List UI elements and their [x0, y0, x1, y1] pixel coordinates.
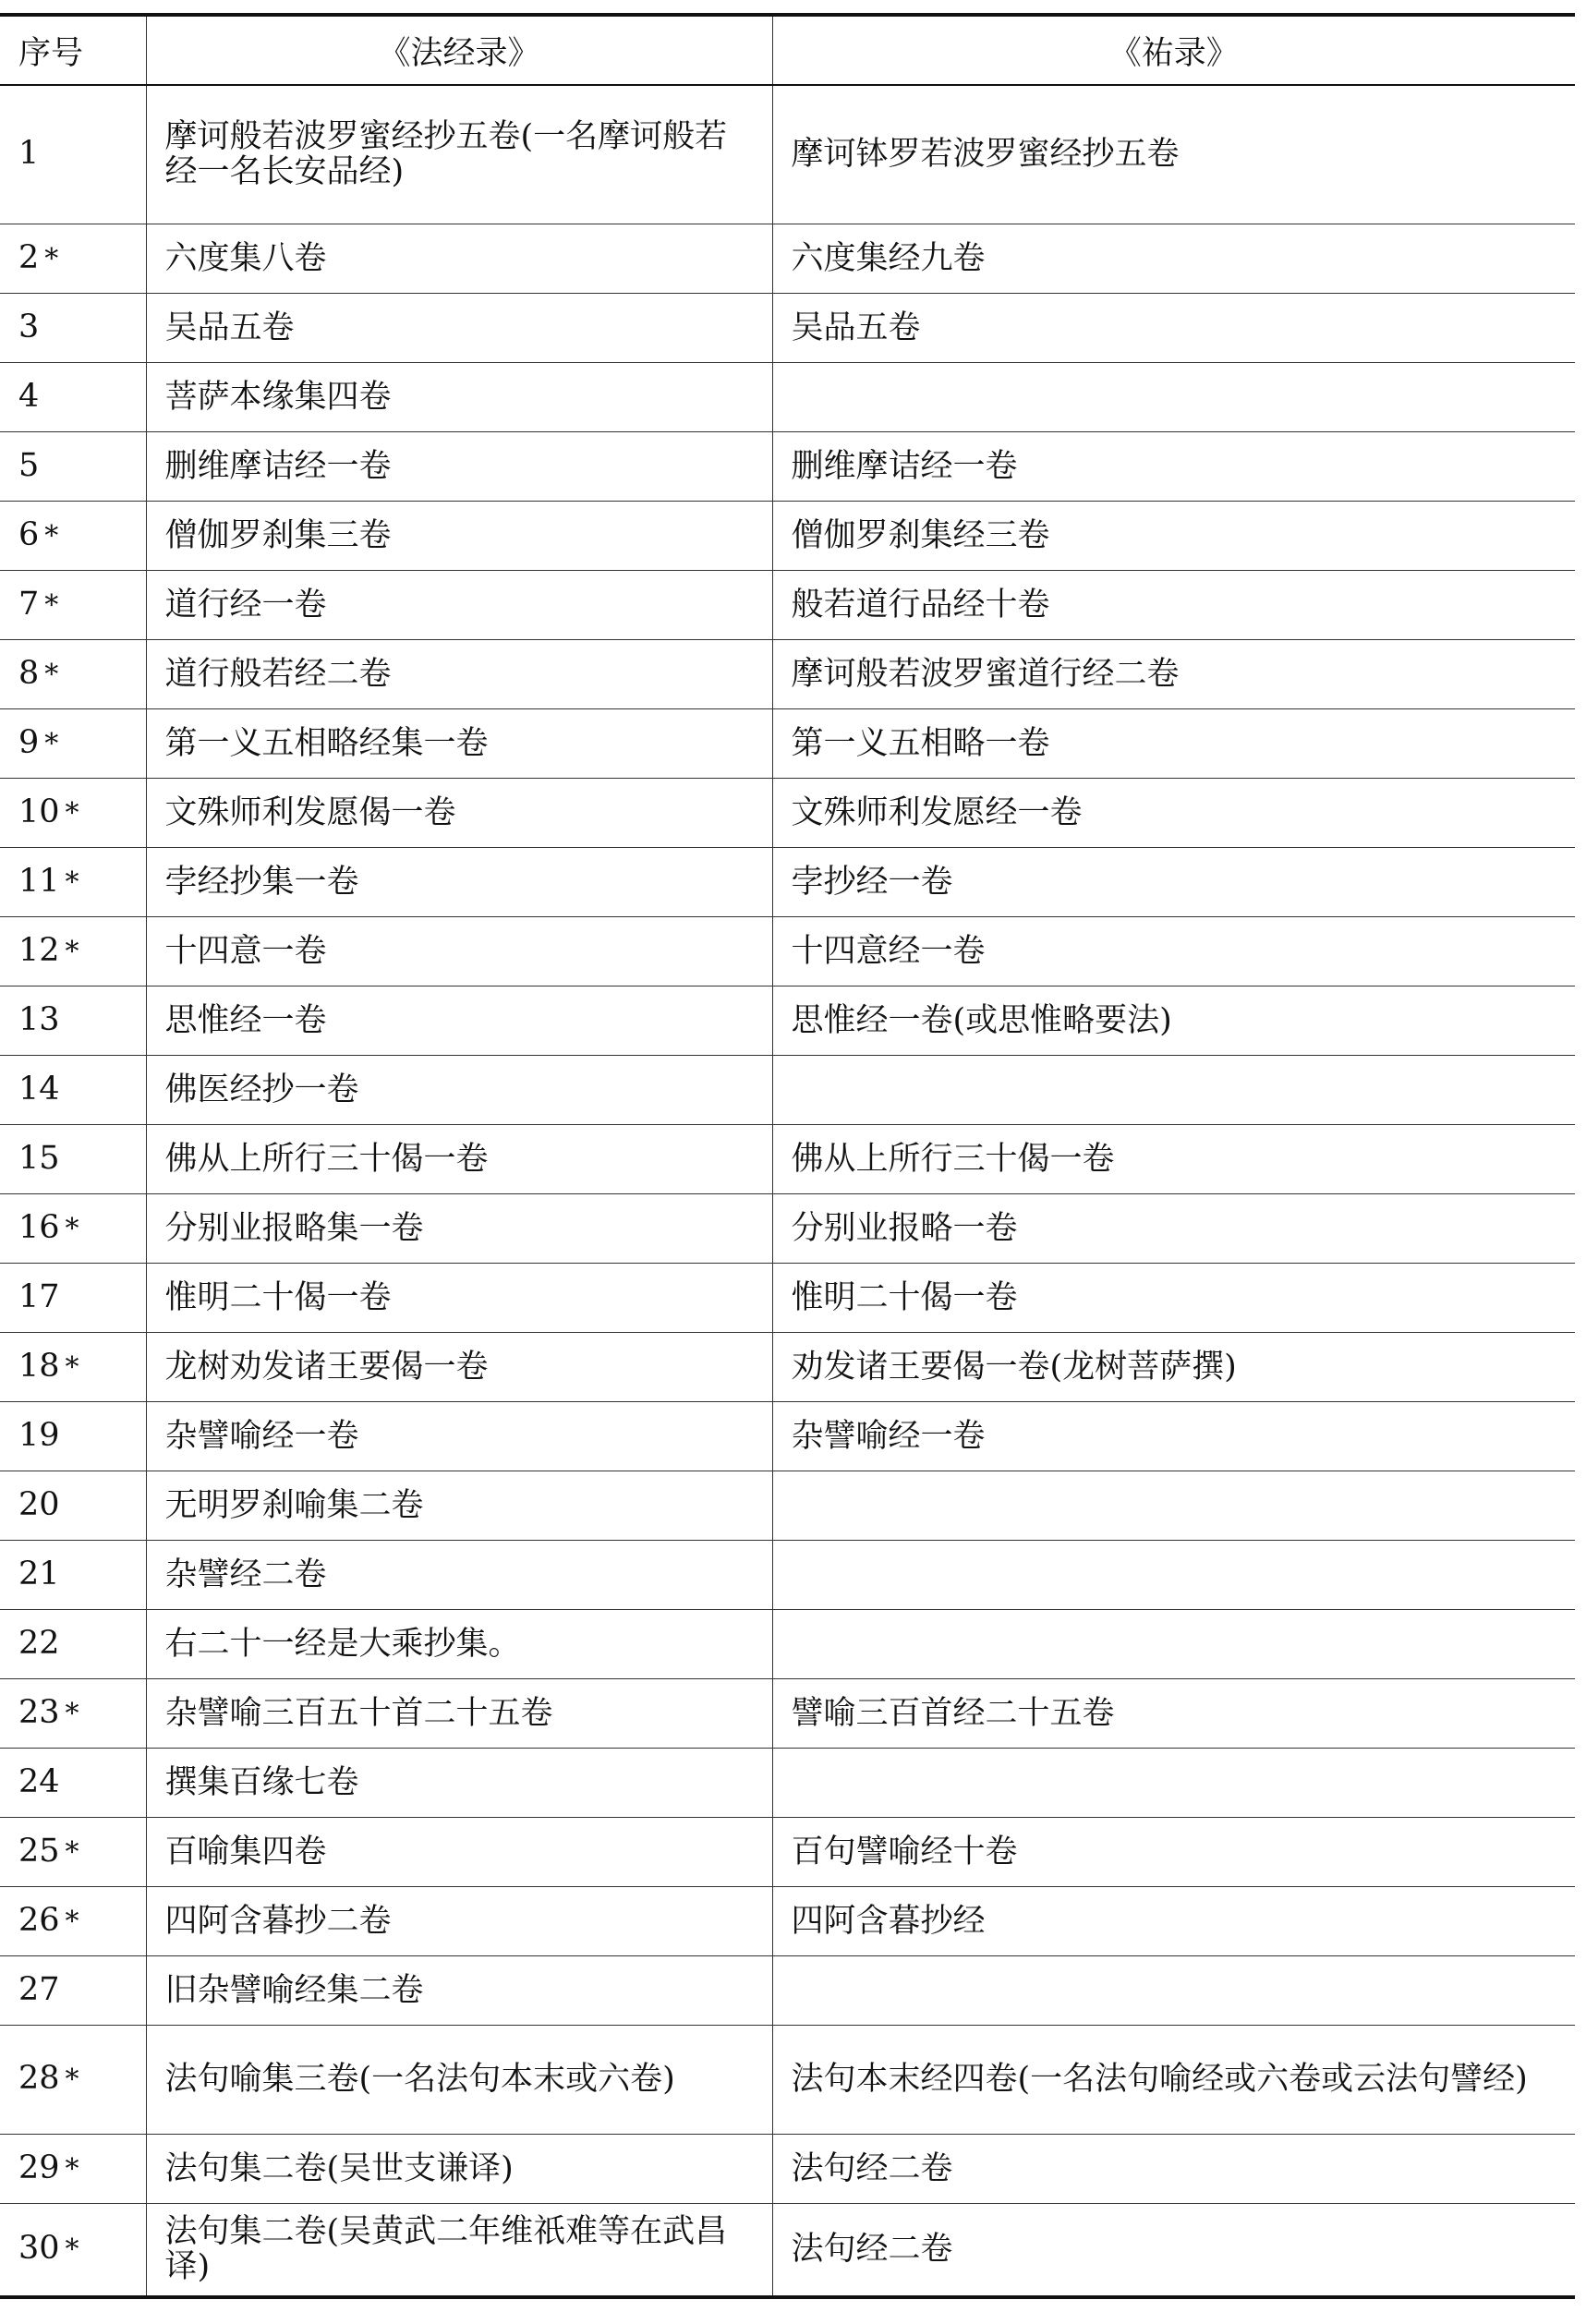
row-index	[0, 1817, 146, 1886]
row-index	[0, 1124, 146, 1193]
fajing-title: 佛医经抄一卷	[146, 1055, 772, 1124]
table-row	[0, 1678, 1575, 1748]
row-number: 9	[18, 723, 40, 761]
fajing-title: 第一义五相略经集一卷	[146, 708, 772, 778]
row-number: 5	[18, 446, 40, 484]
row-number: 14	[18, 1070, 60, 1108]
you-title	[772, 1748, 1575, 1817]
you-title: 孛抄经一卷	[772, 847, 1575, 916]
row-number: 8	[18, 654, 40, 692]
table-row	[0, 639, 1575, 708]
fajing-title: 吴品五卷	[146, 293, 772, 362]
row-star-mark: *	[65, 1905, 79, 1938]
row-index	[0, 362, 146, 431]
row-index	[0, 1332, 146, 1401]
row-number: 17	[18, 1277, 60, 1315]
row-star-mark: *	[44, 519, 59, 552]
you-title	[772, 362, 1575, 431]
row-star-mark: *	[65, 865, 79, 899]
row-number: 15	[18, 1139, 60, 1177]
row-number: 24	[18, 1762, 60, 1800]
you-title: 摩诃钵罗若波罗蜜经抄五卷	[772, 85, 1575, 224]
you-title: 十四意经一卷	[772, 916, 1575, 986]
table-row	[0, 1886, 1575, 1955]
table-header	[0, 15, 1575, 85]
you-title: 吴品五卷	[772, 293, 1575, 362]
you-title: 分别业报略一卷	[772, 1193, 1575, 1263]
fajing-title: 十四意一卷	[146, 916, 772, 986]
row-index	[0, 293, 146, 362]
you-title: 般若道行品经十卷	[772, 570, 1575, 639]
table-row	[0, 2203, 1575, 2297]
you-title: 法句经二卷	[772, 2134, 1575, 2203]
row-number: 16	[18, 1208, 60, 1246]
table-row	[0, 1193, 1575, 1263]
fajing-title: 道行经一卷	[146, 570, 772, 639]
you-title	[772, 1955, 1575, 2025]
row-index	[0, 778, 146, 847]
table-row	[0, 986, 1575, 1055]
fajing-title: 右二十一经是大乘抄集。	[146, 1609, 772, 1678]
row-number: 21	[18, 1555, 60, 1592]
row-number: 25	[18, 1832, 60, 1870]
row-number: 2	[18, 238, 40, 276]
row-star-mark: *	[44, 658, 59, 691]
table-row	[0, 85, 1575, 224]
row-index	[0, 639, 146, 708]
row-index	[0, 2203, 146, 2297]
table-row	[0, 2025, 1575, 2134]
table-row	[0, 224, 1575, 293]
you-title: 佛从上所行三十偈一卷	[772, 1124, 1575, 1193]
fajing-title: 僧伽罗刹集三卷	[146, 501, 772, 570]
row-star-mark: *	[44, 242, 59, 275]
fajing-title: 法句喻集三卷(一名法句本末或六卷)	[146, 2025, 772, 2134]
row-number: 3	[18, 308, 40, 345]
table-row	[0, 1471, 1575, 1540]
table-row	[0, 431, 1575, 501]
table-row	[0, 1263, 1575, 1332]
row-number: 23	[18, 1693, 60, 1731]
row-number: 1	[18, 135, 40, 173]
row-number: 13	[18, 1000, 60, 1038]
you-title: 法句经二卷	[772, 2203, 1575, 2297]
fajing-title: 法句集二卷(吴黄武二年维祇难等在武昌译)	[146, 2203, 772, 2297]
row-index	[0, 916, 146, 986]
table-row	[0, 708, 1575, 778]
you-title: 思惟经一卷(或思惟略要法)	[772, 986, 1575, 1055]
row-index	[0, 1055, 146, 1124]
you-title: 法句本末经四卷(一名法句喻经或六卷或云法句譬经)	[772, 2025, 1575, 2134]
row-number: 7	[18, 585, 40, 623]
header-index: 序号	[0, 15, 146, 85]
fajing-title: 思惟经一卷	[146, 986, 772, 1055]
row-number: 30	[18, 2230, 60, 2268]
row-number: 4	[18, 377, 40, 415]
fajing-title: 法句集二卷(吴世支谦译)	[146, 2134, 772, 2203]
fajing-title: 惟明二十偈一卷	[146, 1263, 772, 1332]
you-title: 第一义五相略一卷	[772, 708, 1575, 778]
table-row	[0, 2134, 1575, 2203]
row-number: 11	[18, 862, 60, 900]
header-you-lu: 《祐录》	[772, 15, 1575, 85]
row-index	[0, 431, 146, 501]
you-title: 文殊师利发愿经一卷	[772, 778, 1575, 847]
you-title: 劝发诸王要偈一卷(龙树菩萨撰)	[772, 1332, 1575, 1401]
row-number: 12	[18, 931, 60, 969]
fajing-title: 删维摩诘经一卷	[146, 431, 772, 501]
you-title	[772, 1540, 1575, 1609]
row-star-mark: *	[65, 1350, 79, 1384]
table-row	[0, 1609, 1575, 1678]
header-fajing-lu: 《法经录》	[146, 15, 772, 85]
row-number: 20	[18, 1485, 60, 1523]
row-index	[0, 224, 146, 293]
row-star-mark: *	[65, 2152, 79, 2185]
row-star-mark: *	[44, 588, 59, 622]
table-row	[0, 1124, 1575, 1193]
row-star-mark: *	[44, 727, 59, 760]
table-row	[0, 1401, 1575, 1471]
table-row	[0, 1817, 1575, 1886]
row-number: 27	[18, 1970, 60, 2008]
row-index	[0, 1540, 146, 1609]
fajing-title: 六度集八卷	[146, 224, 772, 293]
you-title: 杂譬喻经一卷	[772, 1401, 1575, 1471]
row-index	[0, 85, 146, 224]
row-number: 18	[18, 1347, 60, 1385]
table-row	[0, 1748, 1575, 1817]
table-body	[0, 85, 1575, 2297]
row-index	[0, 1263, 146, 1332]
row-star-mark: *	[65, 935, 79, 968]
row-index	[0, 708, 146, 778]
you-title: 六度集经九卷	[772, 224, 1575, 293]
fajing-title: 道行般若经二卷	[146, 639, 772, 708]
fajing-title: 旧杂譬喻经集二卷	[146, 1955, 772, 2025]
row-index	[0, 1678, 146, 1748]
fajing-title: 文殊师利发愿偈一卷	[146, 778, 772, 847]
row-number: 19	[18, 1416, 60, 1454]
you-title: 惟明二十偈一卷	[772, 1263, 1575, 1332]
fajing-title: 四阿含暮抄二卷	[146, 1886, 772, 1955]
fajing-title: 杂譬喻三百五十首二十五卷	[146, 1678, 772, 1748]
row-star-mark: *	[65, 1212, 79, 1245]
row-star-mark: *	[65, 1835, 79, 1869]
you-title	[772, 1471, 1575, 1540]
row-index	[0, 1471, 146, 1540]
row-number: 29	[18, 2148, 60, 2186]
row-number: 28	[18, 2060, 60, 2097]
table-row	[0, 1540, 1575, 1609]
fajing-title: 杂譬经二卷	[146, 1540, 772, 1609]
row-star-mark: *	[65, 1697, 79, 1730]
row-star-mark: *	[65, 2064, 79, 2096]
row-index	[0, 1886, 146, 1955]
table-row	[0, 1955, 1575, 2025]
you-title: 删维摩诘经一卷	[772, 431, 1575, 501]
fajing-title: 分别业报略集一卷	[146, 1193, 772, 1263]
row-index	[0, 570, 146, 639]
table-row	[0, 1332, 1575, 1401]
row-index	[0, 2134, 146, 2203]
row-number: 6	[18, 515, 40, 553]
table-row	[0, 847, 1575, 916]
you-title: 百句譬喻经十卷	[772, 1817, 1575, 1886]
fajing-title: 无明罗刹喻集二卷	[146, 1471, 772, 1540]
you-title: 譬喻三百首经二十五卷	[772, 1678, 1575, 1748]
row-index	[0, 2025, 146, 2134]
row-star-mark: *	[65, 796, 79, 829]
row-number: 26	[18, 1901, 60, 1939]
you-title	[772, 1609, 1575, 1678]
fajing-title: 孛经抄集一卷	[146, 847, 772, 916]
you-title: 四阿含暮抄经	[772, 1886, 1575, 1955]
row-star-mark: *	[65, 2233, 79, 2267]
row-number: 10	[18, 793, 60, 830]
row-index	[0, 1955, 146, 2025]
row-index	[0, 1609, 146, 1678]
table-row	[0, 501, 1575, 570]
table-row	[0, 1055, 1575, 1124]
table-row	[0, 778, 1575, 847]
fajing-title: 撰集百缘七卷	[146, 1748, 772, 1817]
row-number: 22	[18, 1624, 60, 1662]
row-index	[0, 986, 146, 1055]
row-index	[0, 1748, 146, 1817]
table-row	[0, 570, 1575, 639]
you-title: 摩诃般若波罗蜜道行经二卷	[772, 639, 1575, 708]
fajing-title: 佛从上所行三十偈一卷	[146, 1124, 772, 1193]
header-row	[0, 15, 1575, 85]
row-index	[0, 847, 146, 916]
catalog-comparison-table	[0, 13, 1575, 2299]
you-title	[772, 1055, 1575, 1124]
table-row	[0, 916, 1575, 986]
table-row	[0, 362, 1575, 431]
table-row	[0, 293, 1575, 362]
fajing-title: 杂譬喻经一卷	[146, 1401, 772, 1471]
you-title: 僧伽罗刹集经三卷	[772, 501, 1575, 570]
row-index	[0, 501, 146, 570]
fajing-title: 百喻集四卷	[146, 1817, 772, 1886]
fajing-title: 摩诃般若波罗蜜经抄五卷(一名摩诃般若经一名长安品经)	[146, 85, 772, 224]
row-index	[0, 1193, 146, 1263]
row-index	[0, 1401, 146, 1471]
fajing-title: 菩萨本缘集四卷	[146, 362, 772, 431]
fajing-title: 龙树劝发诸王要偈一卷	[146, 1332, 772, 1401]
